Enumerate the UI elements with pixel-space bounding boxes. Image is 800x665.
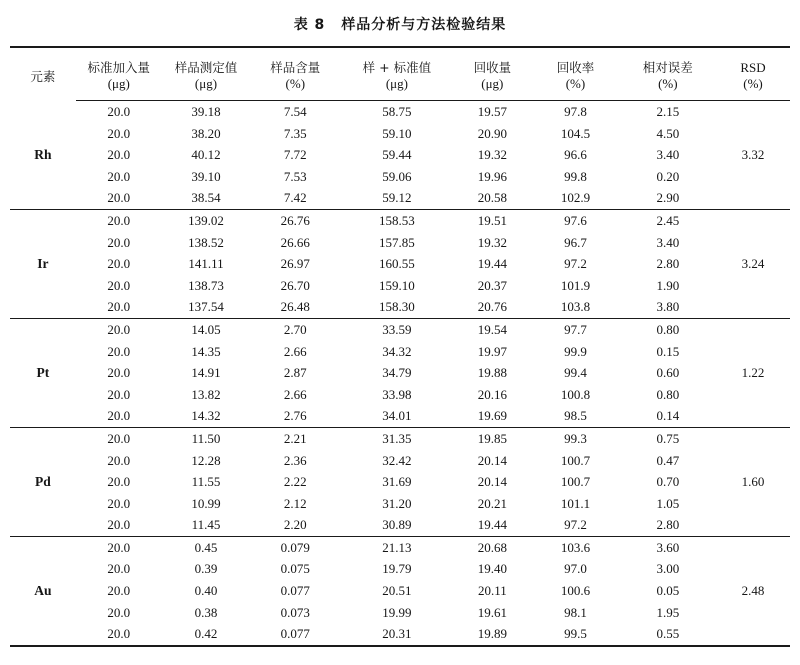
table-row xyxy=(10,296,790,318)
cell-std-added: 20.0 xyxy=(107,277,131,293)
cell-sample-measured: 12.28 xyxy=(191,452,221,468)
cell-relative-error: 0.05 xyxy=(656,583,680,599)
table-row xyxy=(10,602,790,624)
cell-sample-measured: 39.18 xyxy=(191,104,221,119)
cell-sample-plus-std: 34.79 xyxy=(382,365,412,381)
table-row xyxy=(10,166,790,188)
cell-recovery-rate: 100.7 xyxy=(560,474,591,490)
cell-relative-error: 3.80 xyxy=(620,296,716,318)
cell-sample-plus-std: 31.20 xyxy=(382,495,412,511)
cell-sample-plus-std: 32.42 xyxy=(382,452,412,468)
cell-sample-measured: 141.11 xyxy=(188,256,224,272)
cell-sample-content: 2.87 xyxy=(283,365,307,381)
cell-recovered-amount: 20.16 xyxy=(477,386,507,402)
cell-sample-plus-std: 31.69 xyxy=(382,474,412,490)
element-group-au xyxy=(10,536,790,645)
cell-relative-error: 2.45 xyxy=(656,212,680,228)
cell-sample-measured: 138.73 xyxy=(188,277,224,293)
cell-relative-error: 0.70 xyxy=(656,474,680,490)
cell-std-added: 20.0 xyxy=(107,561,131,577)
cell-relative-error: 1.05 xyxy=(656,495,680,511)
element-group-rh xyxy=(10,101,790,210)
rsd-cell: 3.24 xyxy=(716,209,790,318)
cell-sample-content: 2.12 xyxy=(283,495,307,511)
cell-sample-measured: 10.99 xyxy=(191,495,221,511)
rsd-cell: 2.48 xyxy=(716,536,790,645)
cell-sample-plus-std: 159.10 xyxy=(379,277,415,293)
cell-sample-plus-std: 33.98 xyxy=(382,386,412,402)
cell-relative-error: 2.80 xyxy=(656,256,680,272)
cell-recovered-amount: 20.90 xyxy=(477,125,507,141)
cell-recovery-rate: 100.8 xyxy=(560,386,591,402)
table-row xyxy=(10,318,790,340)
table-row xyxy=(10,232,790,254)
table-row xyxy=(10,514,790,536)
element-cell: Au xyxy=(10,536,76,645)
cell-recovered-amount: 19.40 xyxy=(477,561,507,577)
cell-recovered-amount: 19.51 xyxy=(477,212,507,228)
cell-sample-measured: 0.40 xyxy=(194,583,218,599)
cell-relative-error: 0.60 xyxy=(656,365,680,381)
unit-sample-content: (%) xyxy=(250,76,340,101)
table-row xyxy=(10,405,790,427)
cell-recovery-rate: 99.3 xyxy=(564,430,587,446)
header-relative-error: 相对误差 xyxy=(620,47,716,76)
table-row xyxy=(10,493,790,515)
table-row xyxy=(10,623,790,646)
table-row xyxy=(10,558,790,580)
cell-recovery-rate: 99.8 xyxy=(564,168,587,184)
cell-sample-plus-std: 157.85 xyxy=(379,234,415,250)
cell-sample-plus-std: 59.12 xyxy=(340,187,453,209)
cell-std-added: 20.0 xyxy=(107,539,131,555)
cell-sample-content: 26.76 xyxy=(280,212,310,228)
cell-recovered-amount: 20.58 xyxy=(453,187,531,209)
header-sample-measured: 样品测定值 xyxy=(162,47,250,76)
cell-recovery-rate: 96.6 xyxy=(564,147,587,163)
cell-recovered-amount: 19.57 xyxy=(477,104,507,119)
cell-recovered-amount: 20.76 xyxy=(453,296,531,318)
cell-std-added: 20.0 xyxy=(107,147,131,163)
cell-sample-content: 0.073 xyxy=(280,604,310,620)
table-row xyxy=(10,123,790,145)
cell-sample-plus-std: 19.99 xyxy=(382,604,412,620)
element-group-pd xyxy=(10,427,790,536)
cell-recovered-amount: 19.44 xyxy=(453,514,531,536)
cell-sample-content: 7.35 xyxy=(283,125,307,141)
cell-std-added: 20.0 xyxy=(107,386,131,402)
cell-sample-content: 2.21 xyxy=(283,430,307,446)
cell-sample-content: 0.077 xyxy=(250,623,340,646)
header-element: 元素 xyxy=(10,47,76,101)
cell-sample-content: 2.36 xyxy=(283,452,307,468)
cell-sample-content: 0.077 xyxy=(280,583,310,599)
cell-recovery-rate: 100.7 xyxy=(560,452,591,468)
table-row xyxy=(10,253,790,275)
unit-relative-error: (%) xyxy=(620,76,716,101)
cell-std-added: 20.0 xyxy=(107,452,131,468)
cell-sample-plus-std: 34.32 xyxy=(382,343,412,359)
cell-recovery-rate: 97.0 xyxy=(564,561,587,577)
header-recovery-rate: 回收率 xyxy=(531,47,619,76)
cell-sample-content: 7.54 xyxy=(283,104,307,119)
unit-std-added: (μg) xyxy=(76,76,162,101)
unit-sample-plus-std: (μg) xyxy=(340,76,453,101)
header-rsd: RSD xyxy=(716,47,790,76)
cell-recovery-rate: 99.4 xyxy=(564,365,587,381)
cell-sample-plus-std: 59.10 xyxy=(382,125,412,141)
results-table xyxy=(10,46,790,647)
cell-sample-plus-std: 30.89 xyxy=(340,514,453,536)
cell-sample-content: 0.075 xyxy=(280,561,310,577)
cell-recovered-amount: 19.32 xyxy=(477,234,507,250)
cell-sample-content: 26.66 xyxy=(280,234,310,250)
cell-sample-measured: 38.20 xyxy=(191,125,221,141)
cell-sample-measured: 39.10 xyxy=(191,168,221,184)
element-group-ir xyxy=(10,209,790,318)
cell-sample-plus-std: 20.51 xyxy=(382,583,412,599)
cell-sample-measured: 138.52 xyxy=(188,234,224,250)
cell-recovery-rate: 98.5 xyxy=(531,405,619,427)
cell-sample-plus-std: 160.55 xyxy=(379,256,415,272)
cell-std-added: 20.0 xyxy=(107,104,131,119)
rsd-cell: 1.60 xyxy=(716,427,790,536)
cell-std-added: 20.0 xyxy=(107,604,131,620)
cell-relative-error: 2.90 xyxy=(620,187,716,209)
cell-recovery-rate: 103.8 xyxy=(531,296,619,318)
cell-recovery-rate: 98.1 xyxy=(564,604,587,620)
cell-sample-measured: 0.38 xyxy=(194,604,218,620)
cell-recovery-rate: 96.7 xyxy=(564,234,587,250)
cell-sample-plus-std: 58.75 xyxy=(382,104,412,119)
cell-sample-measured: 0.39 xyxy=(194,561,218,577)
cell-sample-content: 2.66 xyxy=(283,386,307,402)
cell-recovered-amount: 19.97 xyxy=(477,343,507,359)
cell-relative-error: 0.20 xyxy=(656,168,680,184)
cell-recovery-rate: 101.9 xyxy=(560,277,591,293)
cell-sample-measured: 14.91 xyxy=(191,365,221,381)
cell-relative-error: 0.15 xyxy=(656,343,680,359)
cell-std-added: 20.0 xyxy=(107,125,131,141)
cell-sample-content: 2.66 xyxy=(283,343,307,359)
cell-sample-plus-std: 19.79 xyxy=(382,561,412,577)
cell-recovered-amount: 19.69 xyxy=(453,405,531,427)
cell-relative-error: 2.15 xyxy=(656,104,680,119)
cell-recovered-amount: 19.88 xyxy=(477,365,507,381)
cell-sample-plus-std: 59.44 xyxy=(382,147,412,163)
table-row xyxy=(10,536,790,558)
header-sample-plus-std: 样 + 标准值 xyxy=(340,47,453,76)
table-title: 样品分析与方法检验结果 xyxy=(341,17,507,33)
cell-sample-content: 7.53 xyxy=(283,168,307,184)
cell-recovery-rate: 99.9 xyxy=(564,343,587,359)
cell-recovered-amount: 19.96 xyxy=(477,168,507,184)
header-recovered-amount: 回收量 xyxy=(453,47,531,76)
cell-std-added: 20.0 xyxy=(107,343,131,359)
cell-sample-plus-std: 158.30 xyxy=(340,296,453,318)
cell-std-added: 20.0 xyxy=(107,365,131,381)
cell-std-added: 20.0 xyxy=(76,514,162,536)
cell-std-added: 20.0 xyxy=(107,583,131,599)
table-row xyxy=(10,187,790,209)
cell-recovered-amount: 20.21 xyxy=(477,495,507,511)
unit-recovery-rate: (%) xyxy=(531,76,619,101)
table-row xyxy=(10,580,790,602)
cell-recovery-rate: 97.2 xyxy=(564,256,587,272)
cell-recovered-amount: 20.14 xyxy=(477,452,507,468)
table-row xyxy=(10,144,790,166)
cell-relative-error: 0.14 xyxy=(620,405,716,427)
cell-relative-error: 0.80 xyxy=(656,386,680,402)
table-row xyxy=(10,427,790,449)
cell-recovery-rate: 103.6 xyxy=(560,539,591,555)
cell-relative-error: 3.40 xyxy=(656,147,680,163)
cell-relative-error: 3.00 xyxy=(656,561,680,577)
cell-recovered-amount: 20.68 xyxy=(477,539,507,555)
cell-sample-content: 26.70 xyxy=(280,277,310,293)
cell-sample-measured: 0.45 xyxy=(194,539,218,555)
cell-recovered-amount: 19.89 xyxy=(453,623,531,646)
cell-recovered-amount: 20.11 xyxy=(477,583,507,599)
cell-std-added: 20.0 xyxy=(107,321,131,337)
cell-sample-plus-std: 31.35 xyxy=(382,430,412,446)
cell-sample-content: 26.48 xyxy=(250,296,340,318)
cell-sample-content: 7.72 xyxy=(283,147,307,163)
table-number: 表 8 xyxy=(293,17,326,33)
cell-recovered-amount: 19.85 xyxy=(477,430,507,446)
cell-std-added: 20.0 xyxy=(76,405,162,427)
cell-recovery-rate: 97.6 xyxy=(564,212,587,228)
cell-sample-content: 7.42 xyxy=(250,187,340,209)
cell-sample-content: 2.22 xyxy=(283,474,307,490)
cell-recovery-rate: 99.5 xyxy=(531,623,619,646)
element-cell: Pd xyxy=(10,427,76,536)
cell-recovery-rate: 102.9 xyxy=(531,187,619,209)
element-cell: Ir xyxy=(10,209,76,318)
cell-relative-error: 0.75 xyxy=(656,430,680,446)
cell-sample-content: 26.97 xyxy=(280,256,310,272)
cell-relative-error: 3.40 xyxy=(656,234,680,250)
table-row xyxy=(10,450,790,472)
unit-rsd: (%) xyxy=(716,76,790,101)
cell-recovery-rate: 97.8 xyxy=(564,104,587,119)
cell-relative-error: 4.50 xyxy=(656,125,680,141)
cell-sample-measured: 139.02 xyxy=(188,212,224,228)
cell-recovery-rate: 101.1 xyxy=(560,495,591,511)
cell-recovered-amount: 19.54 xyxy=(477,321,507,337)
cell-sample-measured: 137.54 xyxy=(162,296,250,318)
cell-recovered-amount: 19.44 xyxy=(477,256,507,272)
cell-relative-error: 3.60 xyxy=(656,539,680,555)
cell-std-added: 20.0 xyxy=(107,168,131,184)
cell-sample-content: 0.079 xyxy=(280,539,310,555)
cell-std-added: 20.0 xyxy=(107,430,131,446)
cell-sample-plus-std: 33.59 xyxy=(382,321,412,337)
cell-sample-measured: 13.82 xyxy=(191,386,221,402)
cell-recovered-amount: 20.14 xyxy=(477,474,507,490)
cell-relative-error: 0.80 xyxy=(656,321,680,337)
table-row xyxy=(10,384,790,406)
cell-sample-content: 2.76 xyxy=(250,405,340,427)
cell-std-added: 20.0 xyxy=(76,623,162,646)
header-std-added: 标准加入量 xyxy=(76,47,162,76)
table-row xyxy=(10,341,790,363)
cell-recovery-rate: 97.7 xyxy=(564,321,587,337)
cell-recovery-rate: 100.6 xyxy=(560,583,591,599)
cell-sample-measured: 14.32 xyxy=(162,405,250,427)
cell-std-added: 20.0 xyxy=(76,187,162,209)
table-row xyxy=(10,471,790,493)
table-row xyxy=(10,209,790,231)
unit-sample-measured: (μg) xyxy=(162,76,250,101)
cell-relative-error: 0.47 xyxy=(656,452,680,468)
cell-sample-plus-std: 158.53 xyxy=(379,212,415,228)
cell-sample-measured: 11.45 xyxy=(162,514,250,536)
cell-std-added: 20.0 xyxy=(76,296,162,318)
table-row xyxy=(10,275,790,297)
rsd-cell: 3.32 xyxy=(716,101,790,210)
cell-sample-plus-std: 20.31 xyxy=(340,623,453,646)
cell-relative-error: 0.55 xyxy=(620,623,716,646)
table-header xyxy=(10,47,790,101)
cell-std-added: 20.0 xyxy=(107,474,131,490)
rsd-cell: 1.22 xyxy=(716,318,790,427)
cell-std-added: 20.0 xyxy=(107,212,131,228)
cell-recovery-rate: 104.5 xyxy=(560,125,591,141)
table-row xyxy=(10,101,790,123)
cell-relative-error: 1.95 xyxy=(656,604,680,620)
cell-recovered-amount: 20.37 xyxy=(477,277,507,293)
cell-sample-plus-std: 21.13 xyxy=(382,539,412,555)
cell-sample-measured: 38.54 xyxy=(162,187,250,209)
cell-sample-measured: 11.55 xyxy=(191,474,221,490)
cell-sample-measured: 14.05 xyxy=(191,321,221,337)
header-sample-content: 样品含量 xyxy=(250,47,340,76)
unit-recovered-amount: (μg) xyxy=(453,76,531,101)
cell-sample-measured: 0.42 xyxy=(162,623,250,646)
cell-sample-measured: 14.35 xyxy=(191,343,221,359)
cell-recovery-rate: 97.2 xyxy=(531,514,619,536)
cell-std-added: 20.0 xyxy=(107,495,131,511)
cell-recovered-amount: 19.61 xyxy=(477,604,507,620)
cell-std-added: 20.0 xyxy=(107,234,131,250)
element-group-pt xyxy=(10,318,790,427)
cell-sample-content: 2.20 xyxy=(250,514,340,536)
cell-sample-content: 2.70 xyxy=(283,321,307,337)
table-row xyxy=(10,362,790,384)
cell-sample-measured: 40.12 xyxy=(191,147,221,163)
cell-sample-plus-std: 59.06 xyxy=(382,168,412,184)
cell-std-added: 20.0 xyxy=(107,256,131,272)
cell-relative-error: 1.90 xyxy=(656,277,680,293)
cell-relative-error: 2.80 xyxy=(620,514,716,536)
cell-sample-plus-std: 34.01 xyxy=(340,405,453,427)
cell-sample-measured: 11.50 xyxy=(191,430,221,446)
element-cell: Pt xyxy=(10,318,76,427)
element-cell: Rh xyxy=(10,101,76,210)
table-caption xyxy=(0,14,800,34)
cell-recovered-amount: 19.32 xyxy=(477,147,507,163)
